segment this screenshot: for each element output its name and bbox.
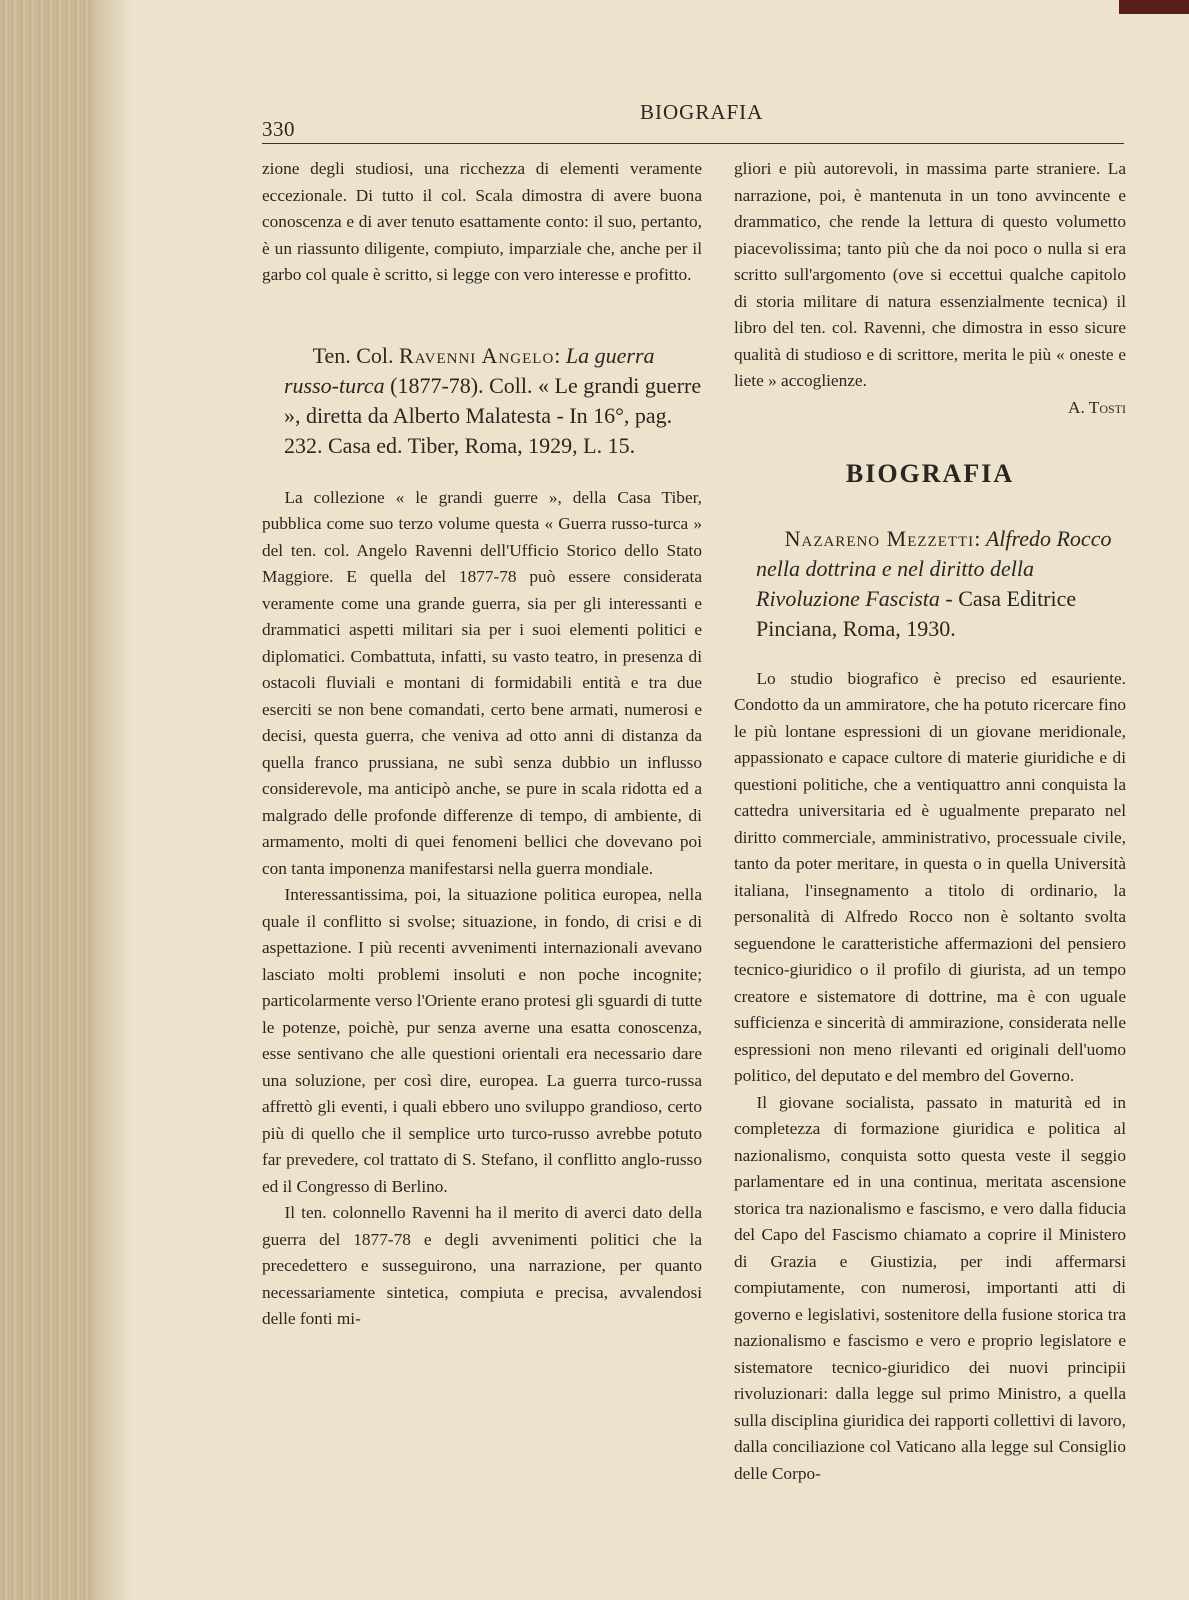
- entry-author: Ravenni Angelo: [399, 342, 555, 368]
- entry-details: - Casa Editrice Pinciana, Roma, 1930.: [756, 585, 1077, 641]
- entry-prefix: Ten. Col.: [312, 342, 394, 368]
- review-paragraph: Lo studio biografico è preciso ed esauriente. Condotto da un ammiratore, che ha potuto ricercare fino le più lontane espressioni di un giovane meridionale, appassionato e capace cultore di materie giuridiche e di questioni politiche, che a ventiquattro anni conquista la cattedra universitaria ed è ugualmente preparato nel diritto commerciale, amministrativo, processuale civile, tanto da poter meritare, in questa o in quella Università italiana, l'insegnamento a titolo di ordinario, la personalità di Alfredo Rocco non è soltanto svolta seguendone le caratteristiche affermazioni del pensiero tecnico-giuridico o il profilo di giurista, ad un tempo creatore e sistematore di dottrine, ma è con uguale sufficienza e sincerità di ammirazione, considerata nelle espressioni non meno rilevanti ed originali dell'uomo politico, del deputato e del membro del Governo.: [734, 668, 1126, 1085]
- bibliographic-entry: [262, 341, 702, 461]
- section-heading: BIOGRAFIA: [845, 459, 1015, 488]
- entry-details: (1877-78). Coll. « Le grandi guerre », diretta da Alberto Malatesta - In 16°, pag. 232. Casa ed. Tiber, Roma, 1929, L. 15.: [284, 372, 702, 458]
- review-paragraph: Il giovane socialista, passato in maturità ed in completezza di formazione giuridica e politica al nazionalismo, conquista sotto questa veste il seggio parlamentare ed in una continua, meritata ascensione storica tra nazionalismo e fascismo, e vero dalla fiducia del Capo del Fascismo chiamato a coprire il Ministero di Grazia e Giustizia, per indi affermarsi compiutamente, con numerosi, importanti atti di governo e legislativi, sostenitore della fusione storica tra nazionalismo e fascismo e vero e proprio legislatore e sistematore tecnico-giuridico dei nuovi principii rivoluzionari: dalla legge sul primo Ministro, a quella sulla disciplina giuridica dei rapporti collettivi di lavoro, dalla conciliazione col Vaticano alla legge sul Consiglio delle Corpo-: [734, 1092, 1126, 1483]
- page-corner-edge: [1119, 0, 1189, 14]
- gutter-shadow: [92, 0, 132, 1600]
- entry-separator: :: [554, 342, 566, 368]
- continuation-paragraph: gliori e più autorevoli, in massima parte straniere. La narrazione, poi, è mantenuta in un tono avvincente e drammatico, che rende la lettura di questo volumetto piacevolissima; tanto più che da noi poco o nulla si era scritto sull'argomento (ove si eccettui qualche capitolo di storia militare di natura essenzialmente tecnica) il libro del ten. col. Ravenni, che dimostra in esso sicure qualità di studioso e di scrittore, merita le più « oneste e liete » accoglienze.: [734, 159, 1126, 390]
- page-number: 330: [262, 117, 295, 141]
- left-column: [262, 156, 702, 1333]
- review-paragraph: Interessantissima, poi, la situazione politica europea, nella quale il conflitto si svolse; situazione, in fondo, di crisi e di aspettazione. I più recenti avvenimenti internazionali avevano lasciato molti problemi insoluti e non poche incognite; particolarmente verso l'Oriente erano protesi gli sguardi di tutte le potenze, poichè, pur senza averne una esatta conoscenza, esse sentivano che alle questioni orientali era necessario dare una soluzione, per così dire, europea. La guerra turco-russa affrettò gli eventi, i quali ebbero uno sviluppo grandioso, certo più di quello che il semplice urto turco-russo avrebbe potuto far prevedere, col trattato di S. Stefano, il conflitto anglo-russo ed il Congresso di Berlino.: [262, 885, 702, 1196]
- entry-title: La guerra russo-turca: [284, 342, 655, 398]
- entry-separator: :: [974, 525, 986, 551]
- right-column: [734, 156, 1126, 1487]
- entry-author: Nazareno Mezzetti: [784, 525, 975, 551]
- running-head: BIOGRAFIA: [640, 100, 764, 124]
- review-signature: A. Tosti: [1067, 397, 1126, 417]
- entry-title: Alfredo Rocco nella dottrina e nel diritto della Rivoluzione Fascista: [756, 525, 1112, 611]
- review-paragraph: La collezione « le grandi guerre », della Casa Tiber, pubblica come suo terzo volume questa « Guerra russo-turca » del ten. col. Angelo Ravenni dell'Ufficio Storico dello Stato Maggiore. E quella del 1877-78 può essere considerata veramente come una grande guerra, sia per gli interessanti e drammatici aspetti militari sia per i suoi elementi politici e diplomatici. Combattuta, infatti, su vasto teatro, in presenza di ostacoli fluviali e montani di formidabili entità e tra due eserciti se non bene comandati, certo bene armati, numerosi e decisi, questa guerra, che veniva ad otto anni di distanza da quella franco prussiana, ne subì senza dubbio un influsso considerevole, ma anticipò anche, se pure in scala ridotta ed a malgrado delle profonde differenze di tempo, di ambiente, di armamento, molti di quei fenomeni bellici che dovevano poi con tanta imponenza manifestarsi nella guerra mondiale.: [262, 487, 702, 878]
- book-binding: [0, 0, 92, 1600]
- header-rule: [262, 143, 1124, 144]
- opening-paragraph: zione degli studiosi, una ricchezza di elementi veramente eccezionale. Di tutto il col. Scala dimostra di avere buona conoscenza e di aver tenuto esattamente conto: il suo, pertanto, è un riassunto diligente, compiuto, imparziale che, anche per il garbo col quale è scritto, si legge con vero interesse e profitto.: [262, 159, 702, 284]
- bibliographic-entry: [734, 524, 1126, 644]
- review-paragraph: Il ten. colonnello Ravenni ha il merito di averci dato della guerra del 1877-78 e degli avvenimenti politici che la precedettero e susseguirono, una narrazione, per quanto necessariamente sintetica, compiuta e precisa, avvalendosi delle fonti mi-: [262, 1203, 702, 1328]
